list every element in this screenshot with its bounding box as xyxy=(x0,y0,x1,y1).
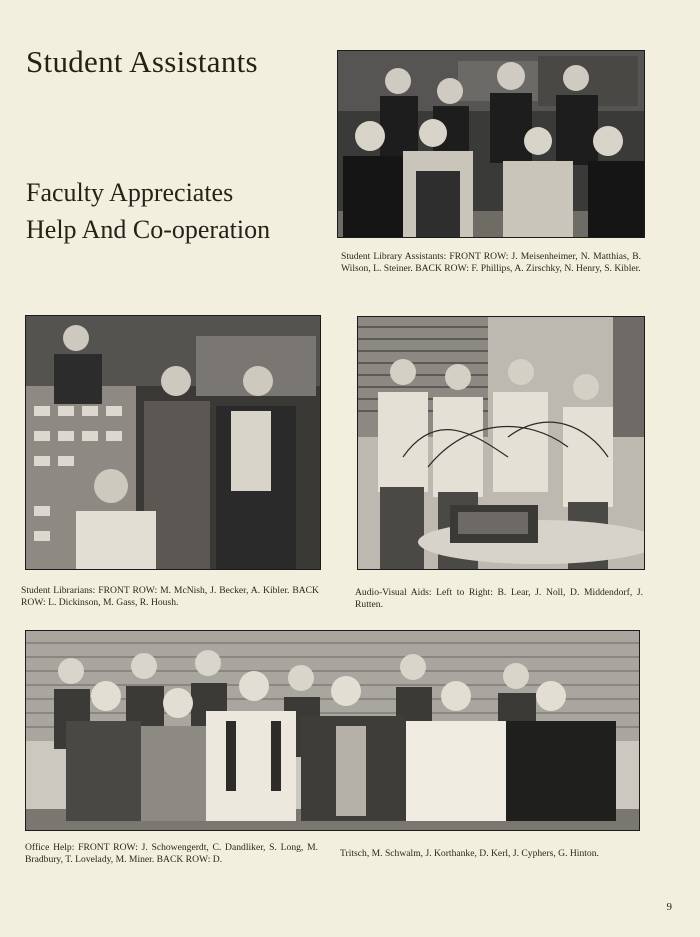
library-assistants-photo-image xyxy=(338,51,644,237)
library-assistants-photo xyxy=(337,50,645,238)
subtitle-line-2: Help And Co-operation xyxy=(26,215,271,244)
audio-visual-photo xyxy=(357,316,645,570)
page-title: Student Assistants xyxy=(26,44,258,79)
librarians-caption: Student Librarians: FRONT ROW: M. McNish, J. Becker, A. Kibler. BACK ROW: L. Dickinson, M. Gass, R. Housh. xyxy=(21,585,319,609)
librarians-photo-image xyxy=(26,316,320,569)
audio-visual-photo-image xyxy=(358,317,644,569)
audio-visual-caption: Audio-Visual Aids: Left to Right: B. Lear, J. Noll, D. Middendorf, J. Rutten. xyxy=(355,587,643,611)
office-help-photo xyxy=(25,630,640,831)
subtitle-line-1: Faculty Appreciates xyxy=(26,178,234,207)
library-assistants-caption: Student Library Assistants: FRONT ROW: J. Meisenheimer, N. Matthias, B. Wilson, L. Steiner. BACK ROW: F. Phillips, A. Zirschky, N. Henry, S. Kibler. xyxy=(341,251,641,275)
office-help-caption-part2: Tritsch, M. Schwalm, J. Korthanke, D. Kerl, J. Cyphers, G. Hinton. xyxy=(340,848,599,859)
office-help-caption-part1: Office Help: FRONT ROW: J. Schowengerdt, C. Dandliker, S. Long, M. Bradbury, T. Lovelady, M. Miner. BACK ROW: D. xyxy=(25,842,318,866)
librarians-photo xyxy=(25,315,321,570)
page-subtitle xyxy=(26,174,270,248)
page-number: 9 xyxy=(666,901,672,913)
office-help-photo-image xyxy=(26,631,639,830)
